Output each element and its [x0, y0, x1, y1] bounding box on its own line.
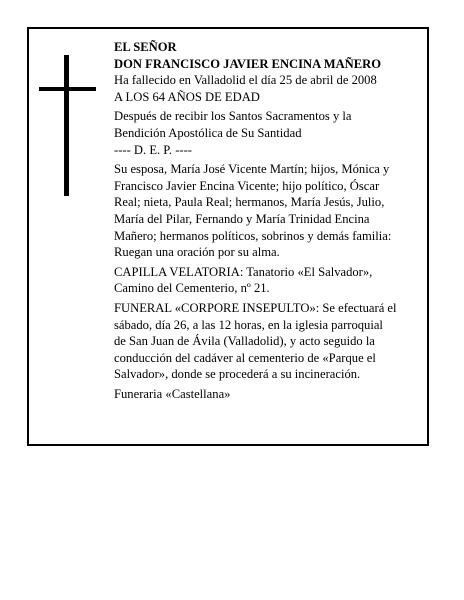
cross-vertical-bar — [64, 55, 69, 196]
funeral-line-1: FUNERAL «CORPORE INSEPULTO»: Se efectuará el — [114, 300, 397, 315]
family-line-1: Su esposa, María José Vicente Martín; hijos, Mónica y — [114, 162, 390, 177]
age-line: A LOS 64 AÑOS DE EDAD — [114, 89, 260, 104]
funeral-line-5: Salvador», donde se procederá a su incineración. — [114, 367, 361, 382]
family-line-2: Francisco Javier Encina Vicente; hijo político, Óscar — [114, 178, 380, 193]
cross-horizontal-bar — [39, 87, 96, 91]
family-line-5: Mañero; hermanos políticos, sobrinos y demás familia: — [114, 228, 392, 243]
chapel-line-2: Camino del Cementerio, nº 21. — [114, 281, 270, 296]
family-line-4: María del Pilar, Fernando y María Trinidad Encina — [114, 211, 370, 226]
death-line: Ha fallecido en Valladolid el día 25 de abril de 2008 — [114, 73, 377, 88]
funeral-line-3: de San Juan de Ávila (Valladolid), y acto seguido la — [114, 334, 375, 349]
family-line-3: Real; nieta, Paula Real; hermanos, María Jesús, Julio, — [114, 195, 385, 210]
funeral-line-2: sábado, día 26, a las 12 horas, en la iglesia parroquial — [114, 317, 383, 332]
title-line: EL SEÑOR — [114, 40, 177, 54]
deceased-name: DON FRANCISCO JAVIER ENCINA MAÑERO — [114, 56, 382, 71]
sacraments-line-2: Bendición Apostólica de Su Santidad — [114, 125, 302, 140]
chapel-line-1: CAPILLA VELATORIA: Tanatorio «El Salvador», — [114, 264, 373, 279]
funeral-line-4: conducción del cadáver al cementerio de «Parque el — [114, 350, 376, 365]
obituary-text — [114, 39, 426, 402]
sacraments-line-1: Después de recibir los Santos Sacramentos y la — [114, 109, 352, 124]
funeral-home-line: Funeraria «Castellana» — [114, 386, 231, 401]
family-line-6: Ruegan una oración por su alma. — [114, 245, 280, 260]
dep-line: ---- D. E. P. ---- — [114, 142, 192, 157]
